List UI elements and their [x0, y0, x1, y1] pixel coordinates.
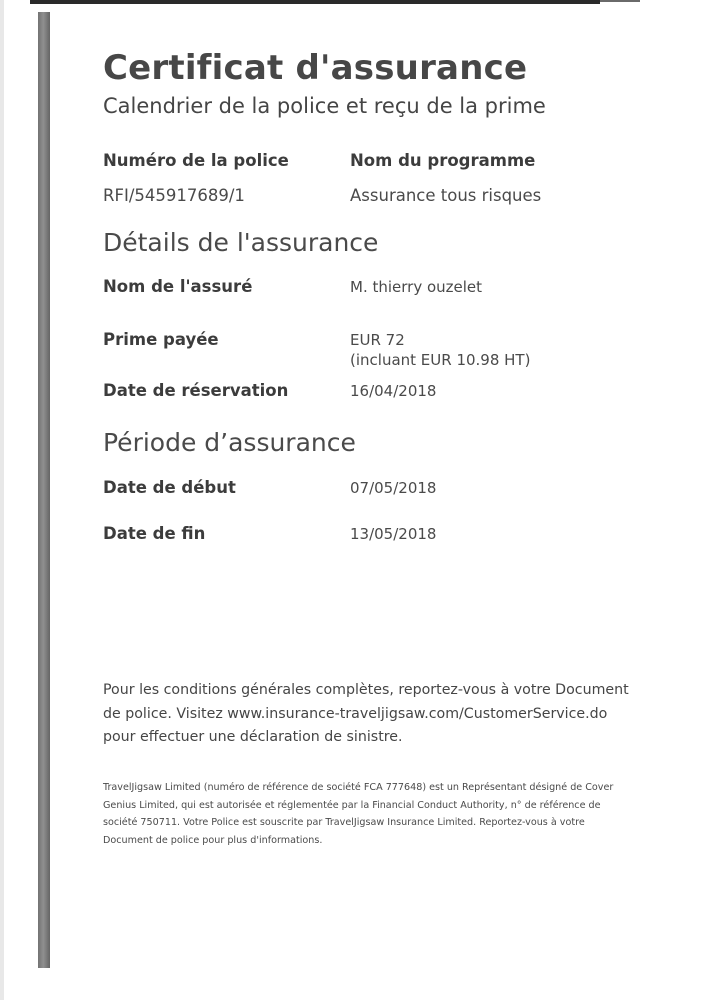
end-date-label: Date de fin [103, 524, 206, 543]
scan-binding-bar [38, 12, 50, 968]
scan-edge-left [0, 0, 4, 1000]
booking-date-label: Date de réservation [103, 381, 289, 400]
insured-name-label: Nom de l'assuré [103, 277, 253, 296]
start-date-label: Date de début [103, 478, 236, 497]
premium-tax-value: (incluant EUR 10.98 HT) [350, 351, 531, 369]
program-name-label: Nom du programme [350, 151, 536, 170]
document-title: Certificat d'assurance [103, 48, 528, 88]
insurance-details-heading: Détails de l'assurance [103, 228, 379, 257]
end-date-value: 13/05/2018 [350, 525, 437, 543]
premium-paid-label: Prime payée [103, 330, 219, 349]
insurance-period-heading: Période d’assurance [103, 428, 356, 457]
document-subtitle: Calendrier de la police et reçu de la prime [103, 94, 546, 118]
start-date-value: 07/05/2018 [350, 479, 437, 497]
policy-number-label: Numéro de la police [103, 151, 289, 170]
scan-top-edge-right [600, 0, 640, 2]
premium-paid-value: EUR 72 [350, 331, 405, 349]
booking-date-value: 16/04/2018 [350, 382, 437, 400]
scan-top-edge [30, 0, 600, 4]
program-name-value: Assurance tous risques [350, 186, 542, 205]
conditions-paragraph: Pour les conditions générales complètes, reportez-vous à votre Document de police. Visitez www.insurance-traveljigsaw.com/CustomerService.do pour effectuer une déclaration de sinistre. [103, 682, 629, 745]
legal-footnote: TravelJigsaw Limited (numéro de référence de société FCA 777648) est un Représentant désigné de Cover Genius Limited, qui est autorisée et réglementée par la Financial Conduct Authority, n° de référence de société 750711. Votre Police est souscrite par TravelJigsaw Insurance Limited. Reportez-vous à votre Document de police pour plus d'informations. [103, 782, 614, 846]
insured-name-value: M. thierry ouzelet [350, 278, 483, 296]
policy-number-value: RFI/545917689/1 [103, 186, 245, 205]
